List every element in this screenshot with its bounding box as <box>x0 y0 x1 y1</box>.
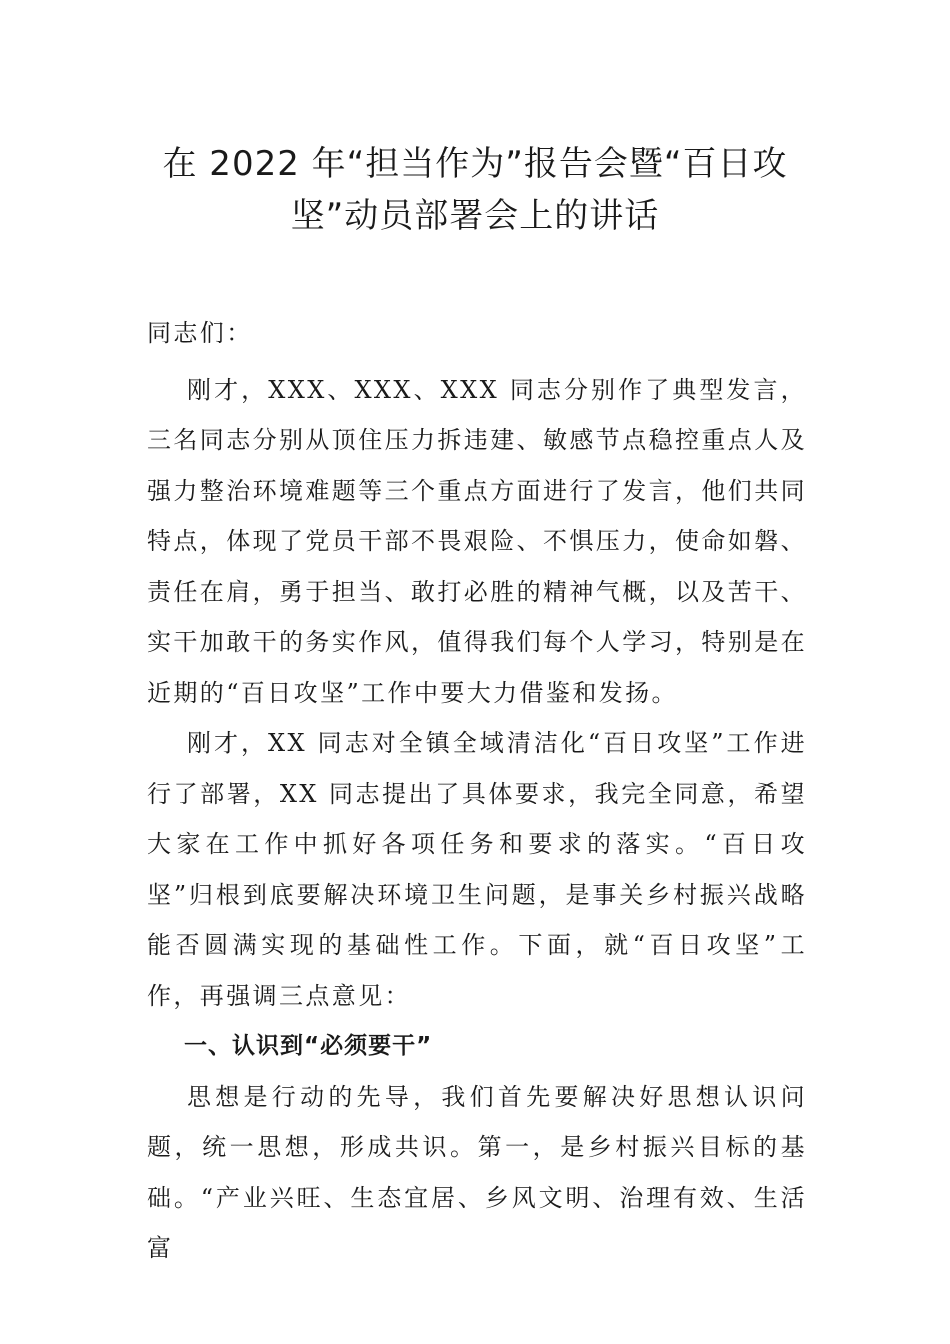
document-body <box>147 308 807 1274</box>
salutation: 同志们： <box>147 319 253 347</box>
section-1-paragraph: 思想是行动的先导，我们首先要解决好思想认识问题，统一思想，形成共识。第一，是乡村振兴目标的基础。“产业兴旺、生态宜居、乡风文明、治理有效、生活富 <box>147 1082 807 1262</box>
paragraph-1: 刚才，XXX、XXX、XXX 同志分别作了典型发言，三名同志分别从顶住压力拆违建、敏感节点稳控重点人及强力整治环境难题等三个重点方面进行了发言，他们共同特点，体现了党员干部不畏艰险、不惧压力，使命如磐、责任在肩，勇于担当、敢打必胜的精神气概，以及苦干、实干加敢干的务实作风，值得我们每个人学习，特别是在近期的“百日攻坚”工作中要大力借鉴和发扬。 <box>147 375 807 707</box>
document-title: 在 2022 年“担当作为”报告会暨“百日攻坚”动员部署会上的讲话 <box>162 144 788 236</box>
section-heading-1: 一、认识到“必须要干” <box>184 1033 433 1059</box>
paragraph-2: 刚才，XX 同志对全镇全域清洁化“百日攻坚”工作进行了部署，XX 同志提出了具体要求，我完全同意，希望大家在工作中抓好各项任务和要求的落实。“百日攻坚”归根到底要解决环境卫生问题，是事关乡村振兴战略能否圆满实现的基础性工作。下面，就“百日攻坚”工作，再强调三点意见： <box>147 729 807 1010</box>
